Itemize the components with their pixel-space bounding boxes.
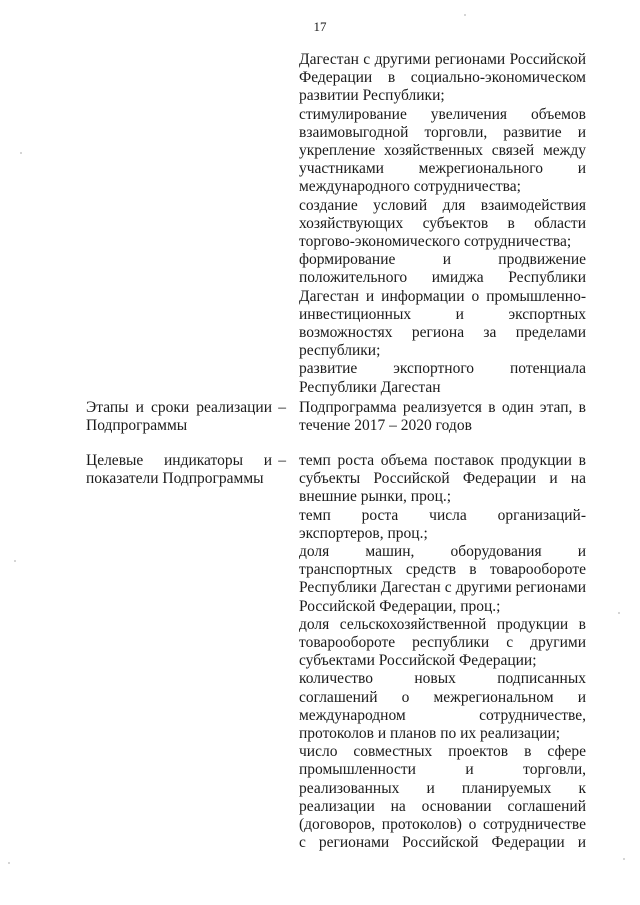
row-content bbox=[299, 452, 586, 852]
content-paragraph: создание условий для взаимодействия хозяйствующих субъектов в области торгово-экономического сотрудничества; bbox=[299, 196, 586, 251]
content-paragraph: доля сельскохозяйственной продукции в товарообороте республики с другими субъектами Российской Федерации; bbox=[299, 615, 586, 670]
content-paragraph: доля машин, оборудования и транспортных средств в товарообороте Республики Дагестан с другими регионами Российской Федерации, проц.; bbox=[299, 543, 586, 615]
row-content bbox=[299, 51, 586, 397]
row-content bbox=[299, 399, 586, 435]
content-paragraph: Подпрограмма реализуется в один этап, в течение 2017 – 2020 годов bbox=[299, 399, 586, 435]
content-paragraph: Дагестан с другими регионами Российской Федерации в социально-экономическом развитии Республики; bbox=[299, 51, 586, 105]
label-dash: – bbox=[278, 452, 286, 469]
content-paragraph: количество новых подписанных соглашений о межрегиональном и международном сотрудничестве, протоколов и планов по их реализации; bbox=[299, 670, 586, 743]
content-paragraph: число совместных проектов в сфере промышленности и торговли, реализованных и планируемых к реализации на основании соглашений (договоров, протоколов) о сотрудничестве с регионами Российской Федерации и bbox=[299, 743, 586, 852]
scan-speck bbox=[14, 560, 16, 562]
content-paragraph: стимулирование увеличения объемов взаимовыгодной торговли, развитие и укрепление хозяйственных связей между участниками межрегионального и международного сотрудничества; bbox=[299, 105, 586, 196]
row-label-text: Этапы и сроки реализации Подпрограммы bbox=[86, 399, 272, 434]
label-dash: – bbox=[278, 399, 286, 416]
scan-speck bbox=[618, 612, 620, 614]
content-paragraph: формирование и продвижение положительного имиджа Республики Дагестан и информации о промышленно-инвестиционных и экспортных возможностях региона за пределами республики; bbox=[299, 251, 586, 360]
scan-speck bbox=[20, 152, 22, 154]
page-number: 17 bbox=[313, 19, 327, 34]
content-paragraph: темп роста объема поставок продукции в субъекты Российской Федерации и на внешние рынки, проц.; bbox=[299, 452, 586, 506]
row-label bbox=[86, 399, 286, 435]
row-label-text: Целевые индикаторы и показатели Подпрограммы bbox=[86, 452, 272, 487]
row-label bbox=[86, 452, 286, 488]
content-paragraph: развитие экспортного потенциала Республики Дагестан bbox=[299, 360, 586, 396]
scan-speck bbox=[8, 862, 10, 864]
scan-speck bbox=[623, 858, 625, 860]
scan-speck bbox=[464, 14, 466, 16]
content-paragraph: темп роста числа организаций-экспортеров, проц.; bbox=[299, 506, 586, 542]
